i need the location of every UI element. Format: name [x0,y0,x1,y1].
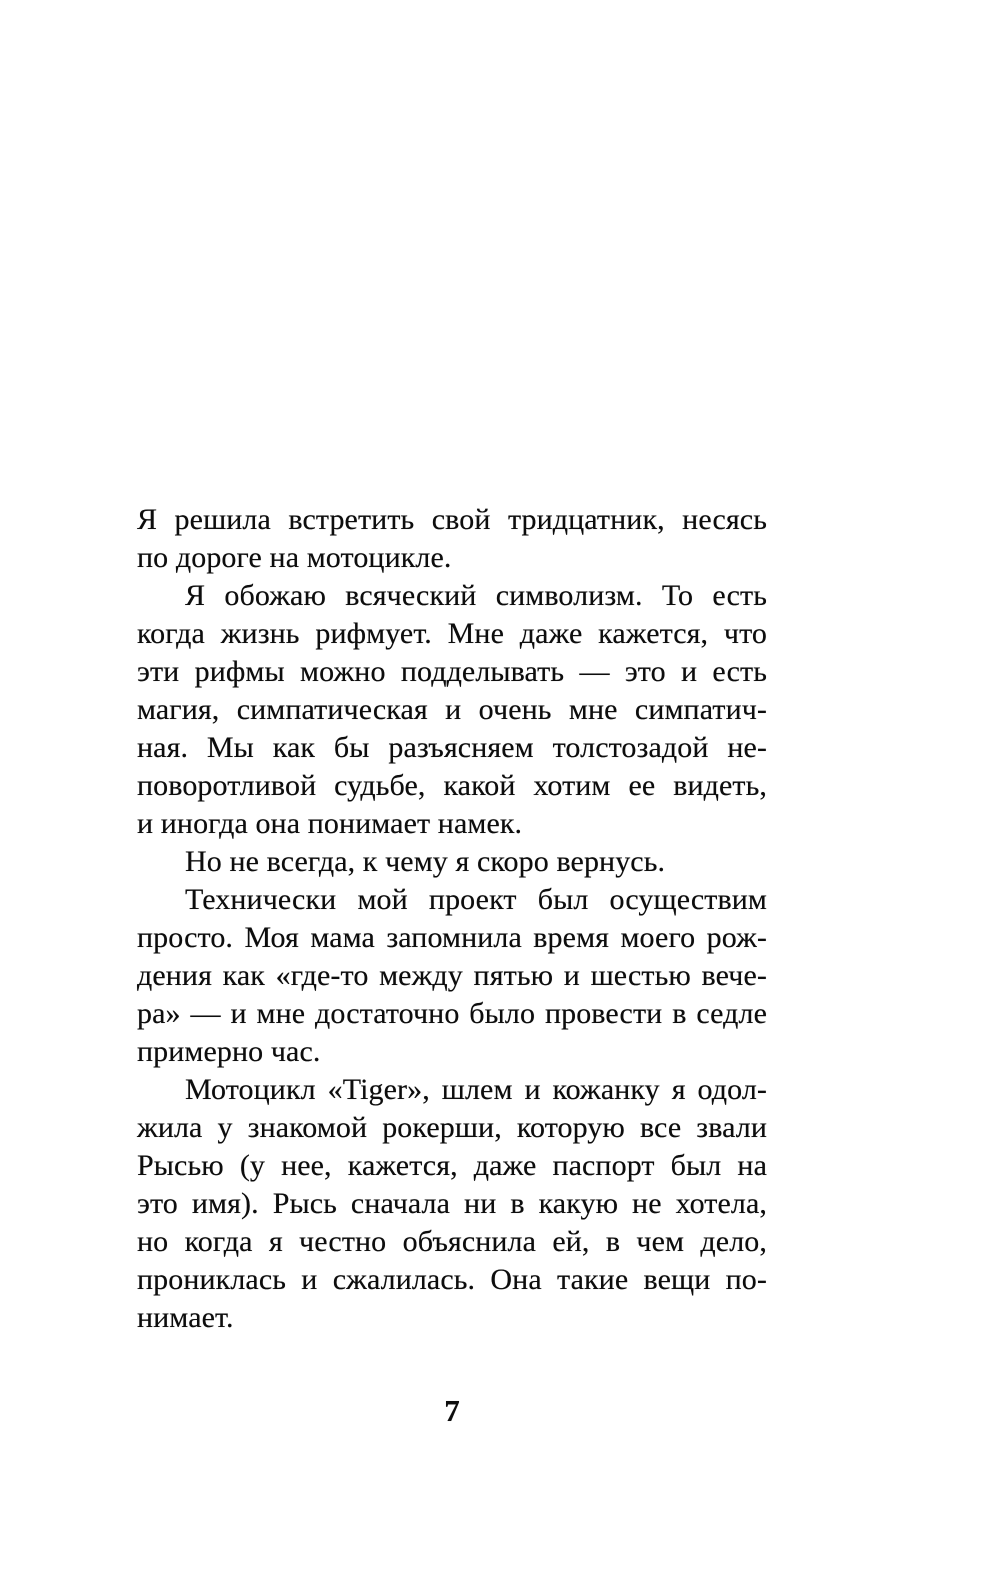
text-line: Я обожаю всяческий символизм. То есть [185,579,767,612]
text-block [137,501,767,1337]
text-line: Я решила встретить свой тридцатник, несясь [137,503,767,536]
paragraph [137,501,767,577]
text-line: Но не всегда, к чему я скоро вернусь. [185,845,666,878]
text-line: Технически мой проект был осуществим [185,883,767,916]
text-line: Мотоцикл «Tiger», шлем и кожанку я одол- [185,1073,767,1106]
text-line: магия, симпатическая и очень мне симпатич- [137,693,767,726]
paragraph [137,577,767,843]
text-line: Рысью (у нее, кажется, даже паспорт был на [137,1149,767,1182]
text-line: поворотливой судьбе, какой хотим ее видеть, [137,769,767,802]
text-line: эти рифмы можно подделывать — это и есть [137,655,767,688]
paragraph [137,843,767,881]
text-line: нимает. [137,1301,234,1334]
text-line: примерно час. [137,1035,321,1068]
paragraph [137,881,767,1071]
text-line: по дороге на мотоцикле. [137,541,452,574]
text-line: когда жизнь рифмует. Мне даже кажется, что [137,617,767,650]
text-line: просто. Моя мама запомнила время моего рож- [137,921,767,954]
text-line: это имя). Рысь сначала ни в какую не хотела, [137,1187,767,1220]
text-line: но когда я честно объяснила ей, в чем дело, [137,1225,767,1258]
text-line: жила у знакомой рокерши, которую все звали [137,1111,767,1144]
page-number: 7 [444,1393,460,1428]
text-line: ная. Мы как бы разъясняем толстозадой не- [137,731,767,764]
text-line: дения как «где-то между пятью и шестью вече- [137,959,767,992]
text-line: ра» — и мне достаточно было провести в седле [137,997,767,1030]
text-line: прониклась и сжалилась. Она такие вещи по- [137,1263,767,1296]
paragraph [137,1071,767,1337]
text-line: и иногда она понимает намек. [137,807,523,840]
